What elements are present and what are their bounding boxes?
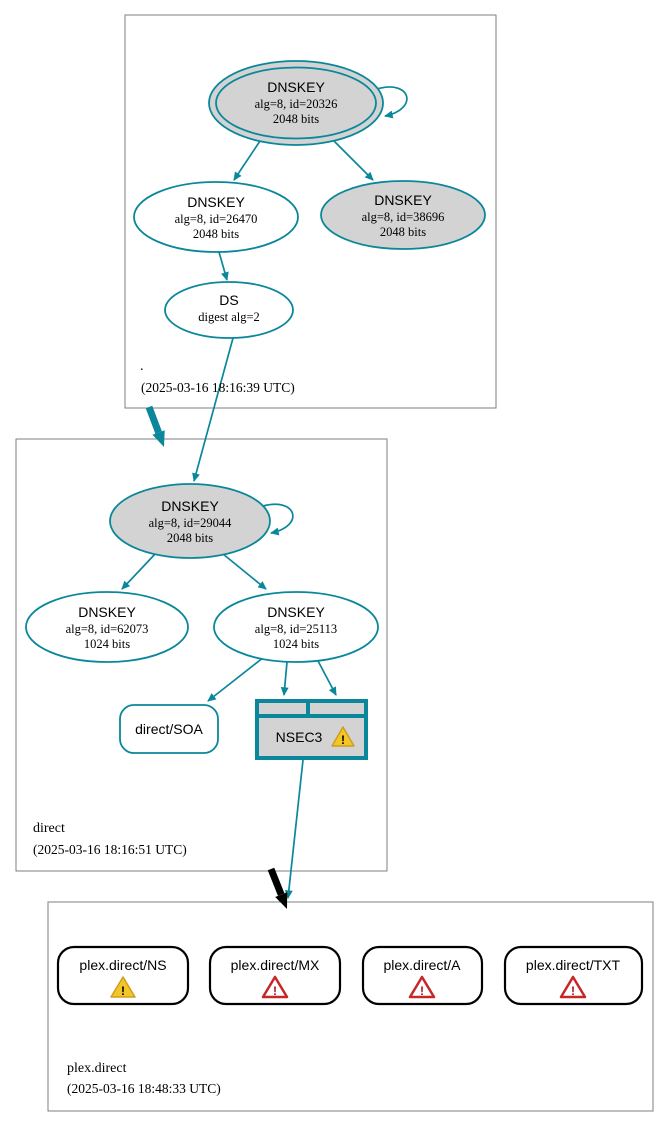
dnskey-38696-type: DNSKEY	[374, 192, 432, 208]
dnskey-20326-type: DNSKEY	[267, 79, 325, 95]
dnskey-29044-algid: alg=8, id=29044	[148, 516, 232, 530]
node-direct-soa	[120, 705, 218, 753]
zone-timestamp-direct: (2025-03-16 18:16:51 UTC)	[33, 842, 187, 857]
dnskey-62073-type: DNSKEY	[78, 604, 136, 620]
dnskey-26470-algid: alg=8, id=26470	[174, 212, 258, 226]
delegation-direct-to-plex-arrow	[271, 869, 281, 895]
warning-exclamation: !	[121, 984, 125, 998]
node-dnskey-20326-ksk	[209, 61, 383, 145]
dnskey-25113-type: DNSKEY	[267, 604, 325, 620]
delegation-root-to-direct-arrow	[149, 407, 159, 433]
nsec3-label: NSEC3	[275, 729, 323, 745]
node-dnskey-62073	[26, 592, 188, 662]
dnskey-29044-bits: 2048 bits	[166, 531, 214, 545]
dnskey-62073-algid: alg=8, id=62073	[65, 622, 149, 636]
nsec3-right-tab	[310, 703, 364, 714]
dnskey-62073-bits: 1024 bits	[83, 637, 131, 651]
error-exclamation: !	[420, 984, 424, 998]
zone-timestamp-root: (2025-03-16 18:16:39 UTC)	[141, 380, 295, 395]
dnskey-20326-bits: 2048 bits	[272, 112, 320, 126]
node-plex-direct-ns	[58, 947, 188, 1004]
node-dnskey-26470	[134, 182, 298, 252]
node-dnskey-25113	[214, 592, 378, 662]
plex-txt-label: plex.direct/TXT	[525, 957, 621, 973]
node-plex-direct-mx	[210, 947, 340, 1004]
zone-label-direct: direct	[33, 821, 65, 836]
plex-a-label: plex.direct/A	[383, 957, 461, 973]
zone-timestamp-plex-direct: (2025-03-16 18:48:33 UTC)	[67, 1081, 221, 1096]
dnskey-25113-bits: 1024 bits	[272, 637, 320, 651]
dnskey-38696-algid: alg=8, id=38696	[361, 210, 445, 224]
zone-label-plex-direct: plex.direct	[67, 1061, 127, 1076]
dnskey-38696-bits: 2048 bits	[379, 225, 427, 239]
ds-digest: digest alg=2	[198, 310, 260, 324]
error-exclamation: !	[571, 984, 575, 998]
node-plex-direct-txt	[505, 947, 642, 1004]
warning-exclamation: !	[341, 733, 345, 747]
dnskey-29044-type: DNSKEY	[161, 498, 219, 514]
plex-ns-label: plex.direct/NS	[79, 957, 167, 973]
zone-label-root: .	[140, 359, 144, 374]
node-dnskey-38696	[321, 181, 485, 249]
direct-soa-label: direct/SOA	[135, 721, 203, 737]
nsec3-left-tab	[259, 703, 306, 714]
dnskey-26470-type: DNSKEY	[187, 194, 245, 210]
node-plex-direct-a	[363, 947, 482, 1004]
node-nsec3	[255, 699, 368, 760]
ds-type: DS	[219, 292, 239, 308]
plex-mx-label: plex.direct/MX	[230, 957, 320, 973]
dnskey-20326-algid: alg=8, id=20326	[254, 97, 338, 111]
dnskey-25113-algid: alg=8, id=25113	[254, 622, 338, 636]
dnskey-26470-bits: 2048 bits	[192, 227, 240, 241]
node-dnskey-29044-ksk	[110, 484, 270, 558]
zone-box-plex-direct	[48, 902, 653, 1111]
error-exclamation: !	[273, 984, 277, 998]
node-ds-direct	[165, 282, 293, 338]
